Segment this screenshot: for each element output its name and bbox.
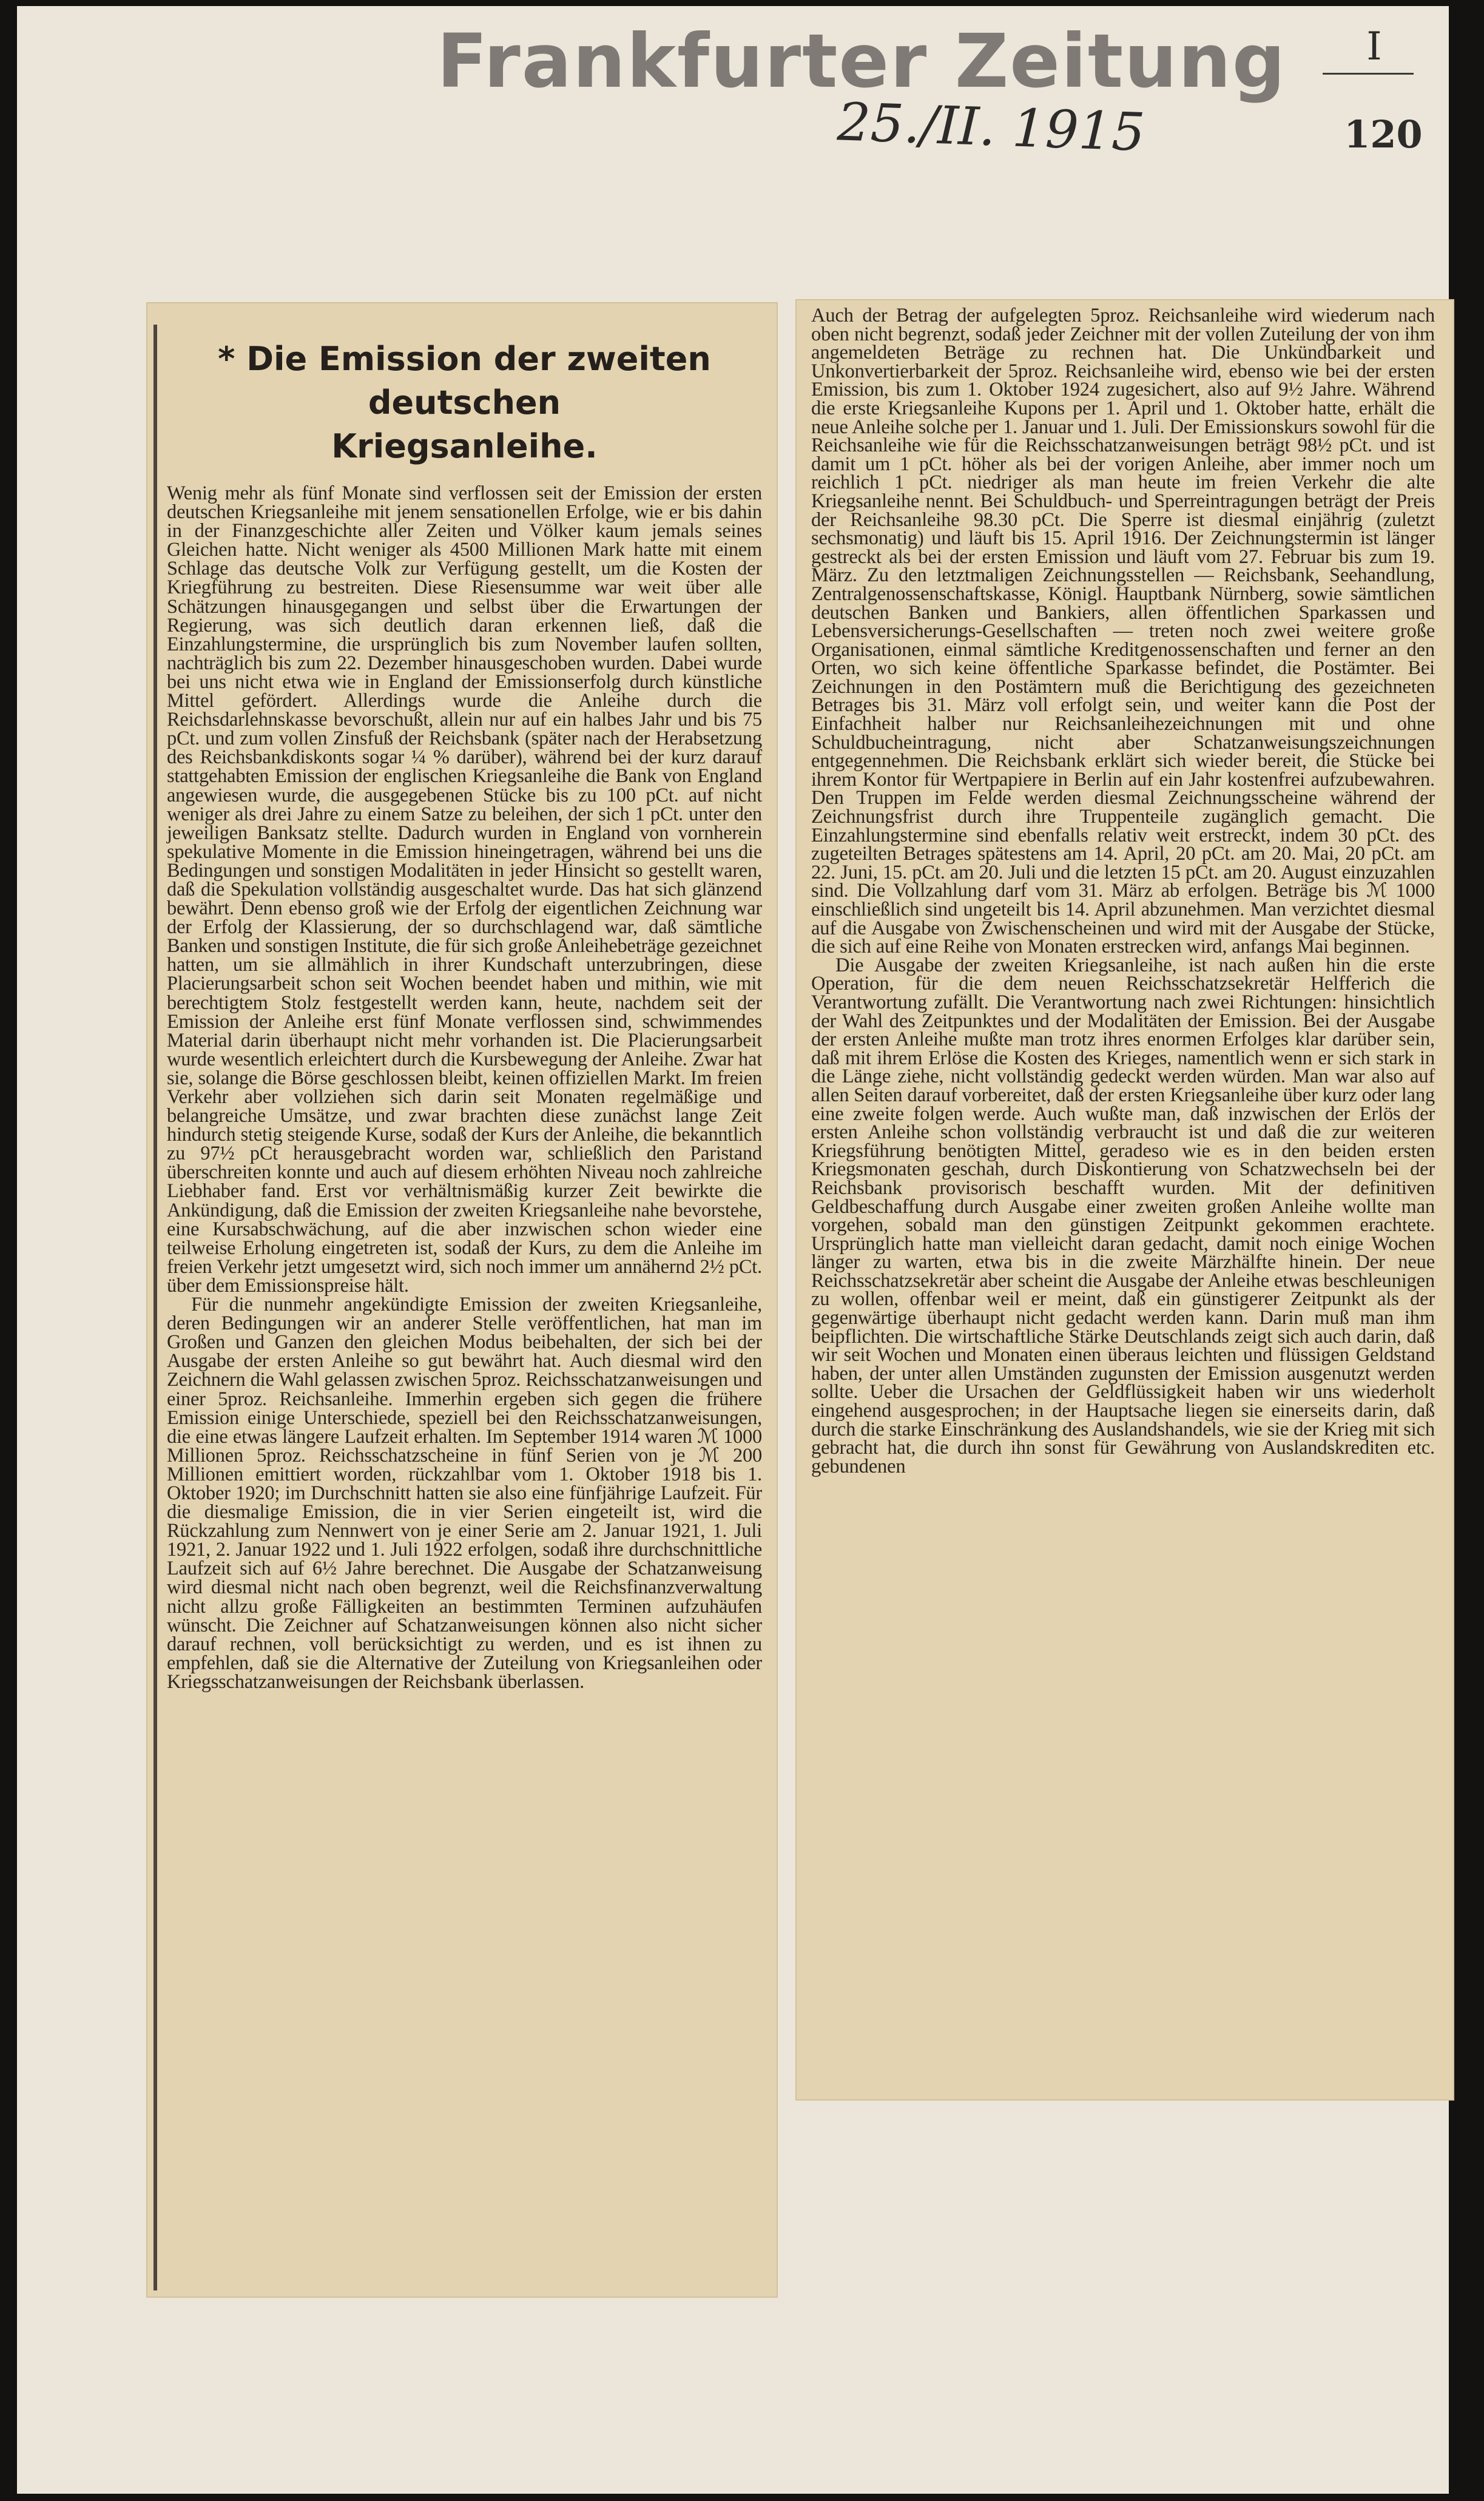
column-rule [153, 325, 157, 2290]
page-number: 120 [1344, 112, 1423, 157]
paragraph: Wenig mehr als fünf Monate sind verflossen seit der Emission der ersten deutschen Kriegsanleihe mit jenem sensationellen Erfolge, wie er bis dahin in der Finanzgeschichte aller Zeiten und Völker kaum jemals seines Gleichen hatte. Nicht weniger als 4500 Millionen Mark hatte mit einem Schlage das deutsche Volk zur Verfügung gestellt, um die Kosten der Kriegführung zu bestreiten. Diese Riesensumme war weit über alle Schätzungen hinausgegangen und selbst über die Erwartungen der Regierung, was sich deutlich daran erkennen ließ, daß die Einzahlungstermine, die ursprünglich bis zum November laufen sollten, nachträglich bis zum 22. Dezember hinausgeschoben wurden. Dabei wurde bei uns nicht etwa wie in England der Emissionserfolg durch künstliche Mittel gefördert. Allerdings wurde die Anleihe durch die Reichsdarlehnskasse bevorschußt, allein nur auf ein halbes Jahr und bis 75 pCt. und zum vollen Zinsfuß der Reichsbank (später nach der Herabsetzung des Reichsbankdiskonts sogar ¼ % darüber), während bei der kurz darauf stattgehabten Emission der englischen Kriegsanleihe die Bank von England angewiesen wurde, die ausgegebenen Stücke bis zu 100 pCt. auf nicht weniger als drei Jahre zu einem Satze zu beleihen, der sich 1 pCt. unter den jeweiligen Banksatz stellte. Dadurch wurden in England von vornherein spekulative Momente in die Emission hineingetragen, während bei uns die Bedingungen und sonstigen Modalitäten in jeder Hinsicht so gestellt waren, daß die Spekulation vollständig ausgeschaltet wurde. Das hat sich glänzend bewährt. Denn ebenso groß wie der Erfolg der eigentlichen Zeichnung war der Erfolg der Klassierung, der so durchschlagend war, daß sämtliche Banken und sonstigen Institute, die für sich große Anleihebeträge gezeichnet hatten, um sie allmählich in ihrer Kundschaft unterzubringen, diese Placierungsarbeit schon seit Wochen beendet haben und mithin, wie mit berechtigtem Stolz festgestellt werden kann, heute, nachdem seit der Emission der Anleihe erst fünf Monate verflossen sind, schwimmendes Material darin überhaupt nicht mehr vorhanden ist. Die Placierungsarbeit wurde wesentlich erleichtert durch die Kursbewegung der Anleihe. Zwar hat sie, solange die Börse geschlossen bleibt, keinen offiziellen Markt. Im freien Verkehr aber vollziehen sich darin seit Monaten regelmäßige und belangreiche Umsätze, und zwar brachten diese zunächst lange Zeit hindurch stetig steigende Kurse, sodaß der Kurs der Anleihe, die bekanntlich zu 97½ pCt herausgebracht worden war, schließlich den Paristand überschreiten konnte und auch auf diesem erhöhten Niveau noch zahlreiche Liebhaber fand. Erst vor verhältnismäßig kurzer Zeit bewirkte die Ankündigung, daß die Emission der zweiten Kriegsanleihe nahe bevorstehe, eine Kursabschwächung, auf die aber inzwischen schon wieder eine teilweise Erholung eingetreten ist, sodaß der Kurs, zu dem die Anleihe im freien Verkehr jetzt umgesetzt wird, sich noch immer um annähernd 2½ pCt. über dem Emissionspreise hält. [167, 482, 762, 1297]
corner-underline [1323, 73, 1414, 75]
article-title-line-1: * Die Emission der zweiten deutschen [218, 340, 711, 422]
clipping-left-column [147, 303, 777, 2297]
left-column-text [167, 484, 762, 1692]
corner-mark: I [1366, 24, 1382, 69]
handwritten-date: 25./II. 1915 [836, 92, 1146, 163]
article-title [167, 337, 762, 468]
paragraph: Für die nunmehr angekündigte Emission der zweiten Kriegsanleihe, deren Bedingungen wir an anderer Stelle veröffentlichen, hat man im Großen und Ganzen den gleichen Modus beibehalten, der sich bei der Ausgabe der ersten Anleihe so gut bewährt hat. Auch diesmal wird den Zeichnern die Wahl gelassen zwischen 5proz. Reichsschatzanweisungen und einer 5proz. Reichsanleihe. Immerhin ergeben sich gegen die frühere Emission einige Unterschiede, speziell bei den Reichsschatzanweisungen, die eine etwas längere Laufzeit erhalten. Im September 1914 waren ℳ 1000 Millionen 5proz. Reichsschatzscheine in fünf Serien von je ℳ 200 Millionen emittiert worden, rückzahlbar vom 1. Oktober 1918 bis 1. Oktober 1920; im Durchschnitt hatten sie also eine fünfjährige Laufzeit. Für die diesmalige Emission, die in vier Serien eingeteilt ist, wird die Rückzahlung zum Nennwert von je einer Serie am 2. Januar 1921, 1. Juli 1921, 2. Januar 1922 und 1. Juli 1922 erfolgen, sodaß ihre durchschnittliche Laufzeit sich auf 6½ Jahre berechnet. Die Ausgabe der Schatzanweisung wird diesmal nicht nach oben begrenzt, weil die Reichsfinanzverwaltung nicht allzu große Fälligkeiten an bestimmten Terminen aufzuhäufen wünscht. Die Zeichner auf Schatzanweisungen können also nicht sicher darauf rechnen, voll berücksichtigt zu werden, und es ist ihnen zu empfehlen, daß sie die Alternative der Zuteilung von Kriegsanleihen oder Kriegsschatzanweisungen der Reichsbank überlassen. [167, 1294, 762, 1693]
paragraph: Die Ausgabe der zweiten Kriegsanleihe, ist nach außen hin die erste Operation, für die dem neuen Reichsschatzsekretär Helfferich die Verantwortung zufällt. Die Verantwortung nach zwei Richtungen: hinsichtlich der Wahl des Zeitpunktes und der Modalitäten der Emission. Bei der Ausgabe der ersten Anleihe mußte man trotz ihres enormen Erfolges klar darüber sein, daß mit ihrem Erlöse die Kosten des Krieges, namentlich wenn er sich stark in die Länge ziehe, nicht vollständig gedeckt werden würden. Man war also auf allen Seiten darauf vorbereitet, daß der ersten Kriegsanleihe über kurz oder lang eine zweite folgen werde. Auch wußte man, daß inzwischen der Erlös der ersten Anleihe schon vollständig verbraucht ist und daß die zur weiteren Kriegsführung benötigten Mittel, geradeso wie es in den beiden ersten Kriegsmonaten geschah, durch Diskontierung von Schatzwechseln bei der Reichsbank provisorisch beschafft wurden. Mit der definitiven Geldbeschaffung durch Ausgabe einer zweiten großen Anleihe wollte man vorgehen, sobald man den günstigen Zeitpunkt gekommen erachtete. Ursprünglich hatte man vielleicht daran gedacht, damit noch einige Wochen länger zu warten, etwa bis in die zweite Märzhälfte hinein. Der neue Reichsschatzsekretär aber scheint die Ausgabe der Anleihe etwas beschleunigen zu wollen, offenbar weil er meint, daß ein günstigerer Zeitpunkt als der gegenwärtige überhaupt nicht gedacht werden kann. Darin muß man ihm beipflichten. Die wirtschaftliche Stärke Deutschlands zeigt sich auch darin, daß wir seit Wochen und Monaten einen überaus leichten und flüssigen Geldstand haben, der unter allen Umständen zugunsten der Emission ausgenutzt werden sollte. Ueber die Ursachen der Geldflüssigkeit haben wir uns wiederholt eingehend ausgesprochen; in der Hauptsache liegen sie einerseits darin, daß durch die starke Einschränkung des Auslandshandels, wie sie der Krieg mit sich gebracht hat, die durch ihn sonst für Gewährung von Auslandskrediten etc. gebundenen [811, 954, 1435, 1477]
article-title-line-2: Kriegsanleihe. [331, 427, 598, 465]
right-column-text [811, 306, 1435, 1476]
paragraph: Auch der Betrag der aufgelegten 5proz. Reichsanleihe wird wiederum nach oben nicht begrenzt, sodaß jeder Zeichner mit der vollen Zuteilung der von ihm angemeldeten Beträge zu rechnen hat. Die Unkündbarkeit und Unkonvertierbarkeit der 5proz. Reichsanleihe wird, ebenso wie bei der ersten Emission, bis zum 1. Oktober 1924 zugesichert, also auf 9½ Jahre. Während die erste Kriegsanleihe Kupons per 1. April und 1. Oktober hatte, erhält die neue Anleihe solche per 1. Januar und 1. Juli. Der Emissionskurs sowohl für die Reichsanleihe wie für die Reichsschatzanweisungen beträgt 98½ pCt. und ist damit um 1 pCt. höher als bei der vorigen Anleihe, aber immer noch um reichlich 1 pCt. niedriger als man heute im freien Verkehr die alte Kriegsanleihe nennt. Bei Schuldbuch- und Sperreintragungen beträgt der Preis der Reichsanleihe 98.30 pCt. Die Sperre ist diesmal einjährig (zuletzt sechsmonatig) und läuft bis 15. April 1916. Der Zeichnungstermin ist länger gestreckt als bei der ersten Emission und läuft vom 27. Februar bis zum 19. März. Zu den letztmaligen Zeichnungsstellen — Reichsbank, Seehandlung, Zentralgenossenschaftskasse, Königl. Hauptbank Nürnberg, sowie sämtlichen deutschen Banken und Bankiers, allen öffentlichen Sparkassen und Lebensversicherungs-Gesellschaften — treten noch zwei weitere große Organisationen, einmal sämtliche Kreditgenossenschaften und ferner an den Orten, wo sich keine öffentliche Sparkasse befindet, die Postämter. Bei Zeichnungen in den Postämtern muß die Berichtigung des gezeichneten Betrages bis 31. März voll erfolgt sein, und weiter kann die Post der Einfachheit halber nur Reichsanleihezeichnungen mit und ohne Schuldbucheintragung, nicht aber Schatzanweisungszeichnungen entgegennehmen. Die Reichsbank erklärt sich wieder bereit, die Stücke bei ihrem Kontor für Wertpapiere in Berlin auf ein Jahr kostenfrei aufzubewahren. Den Truppen im Felde werden diesmal Zeichnungsscheine während der Zeichnungsfrist durch ihre Truppenteile zugänglich gemacht. Die Einzahlungstermine sind ebenfalls relativ weit erstreckt, indem 30 pCt. des zugeteilten Betrages spätestens am 14. April, 20 pCt. am 20. Mai, 20 pCt. am 22. Juni, 15. pCt. am 20. Juli und die letzten 15 pCt. am 20. August einzuzahlen sind. Die Vollzahlung darf vom 31. März ab erfolgen. Beträge bis ℳ 1000 einschließlich sind ungeteilt bis 14. April abzunehmen. Man verzichtet diesmal auf die Ausgabe von Zwischenscheinen und wird mit der Ausgabe der Stücke, die sich auf eine Reihe von Monaten erstrecken wird, anfangs Mai beginnen. [811, 305, 1435, 958]
newspaper-stamp: Frankfurter Zeitung [437, 18, 1287, 104]
clipping-right-column [797, 300, 1453, 2099]
